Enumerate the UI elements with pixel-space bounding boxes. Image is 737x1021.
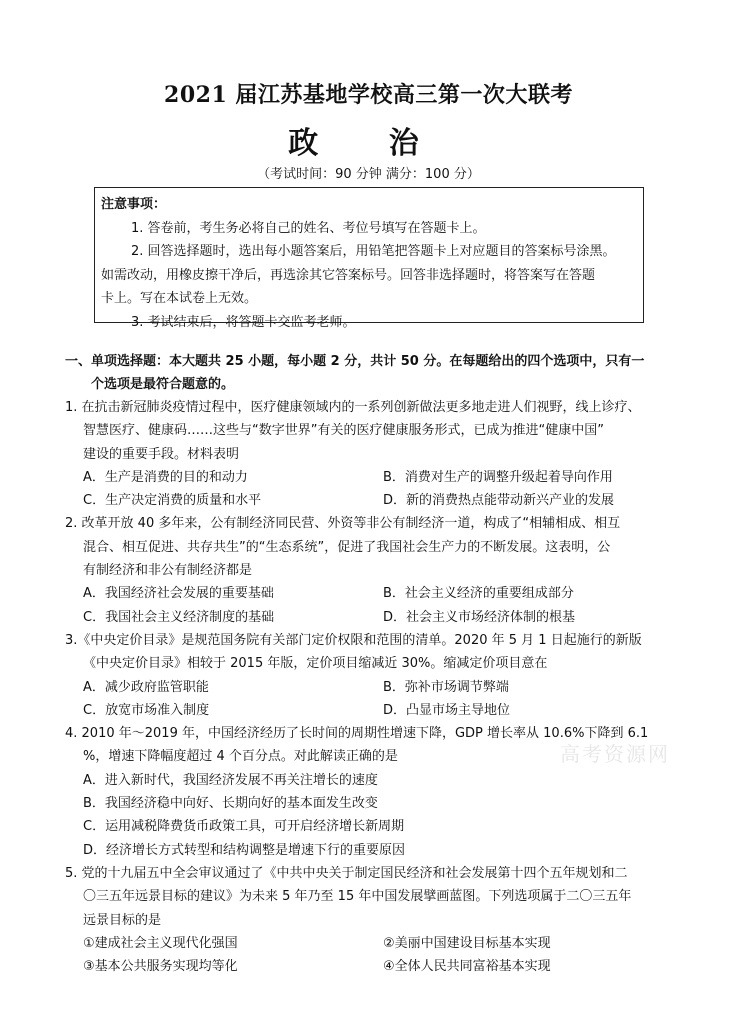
option-grid — [65, 932, 690, 979]
notice-line: 如需改动，用橡皮擦干净后，再选涂其它答案标号。回答非选择题时，将答案写在答题 — [101, 267, 596, 283]
question-stem-line: 3.《中央定价目录》是规范国务院有关部门定价权限和范围的清单。2020 年 5 月 1 日起施行的新版 — [65, 632, 642, 648]
notice-line: 3. 考试结束后，将答题卡交监考老师。 — [131, 314, 356, 330]
question-stem-line: 混合、相互促进、共存共生”的“生态系统”，促进了我国社会生产力的不断发展。这表明，公 — [83, 539, 611, 555]
option-b: B．我国经济稳中向好、长期向好的基本面发生改变 — [83, 796, 378, 812]
option-c: C．运用减税降费货币政策工具，可开启经济增长新周期 — [83, 819, 405, 835]
question-stem-line: 5. 党的十九届五中全会审议通过了《中共中央关于制定国民经济和社会发展第十四个五年规划和二 — [65, 865, 628, 881]
section-heading — [65, 350, 685, 396]
option-a: A．生产是消费的目的和动力 — [83, 469, 248, 485]
notice-line: 1. 答卷前，考生务必将自己的姓名、考位号填写在答题卡上。 — [131, 220, 486, 236]
watermark: 高考资源网 — [560, 742, 670, 766]
option-c: C．放宽市场准入制度 — [83, 702, 210, 718]
question-stem-line: 〇三五年远景目标的建议》为未来 5 年乃至 15 年中国发展擘画蓝图。下列选项属于二〇三五年 — [83, 889, 632, 905]
option-2: ②美丽中国建设目标基本实现 — [383, 935, 551, 951]
subject-title: 政 治 — [288, 126, 449, 161]
option-a: A．我国经济社会发展的重要基础 — [83, 586, 274, 602]
question-stem-line: 2. 改革开放 40 多年来，公有制经济同民营、外资等非公有制经济一道，构成了“相辅相成、相互 — [65, 516, 621, 532]
notice-line: 2. 回答选择题时，选出每小题答案后，用铅笔把答题卡上对应题目的答案标号涂黑。 — [131, 244, 616, 259]
question-stem-line: 远景目标的是 — [83, 912, 162, 928]
question-3 — [65, 629, 690, 722]
option-grid — [65, 582, 690, 629]
question-stem-line: 4. 2010 年～2019 年，中国经济经历了长时间的周期性增速下降，GDP 增长率从 10.6%下降到 6.1 — [65, 726, 649, 742]
notice-title: 注意事项： — [101, 197, 167, 212]
option-c: C．我国社会主义经济制度的基础 — [83, 609, 275, 625]
question-stem-line: 智慧医疗、健康码……这些与“数字世界”有关的医疗健康服务形式，已成为推进“健康中国” — [83, 423, 604, 439]
question-stem-line: 《中央定价目录》相较于 2015 年版，定价项目缩减近 30%。缩减定价项目意在 — [83, 656, 548, 672]
question-stem-line: 建设的重要手段。材料表明 — [83, 446, 240, 462]
option-c: C．生产决定消费的质量和水平 — [83, 493, 262, 509]
option-b: B．社会主义经济的重要组成部分 — [383, 586, 574, 602]
option-d: D．凸显市场主导地位 — [383, 702, 511, 718]
question-stem-line: %，增速下降幅度超过 4 个百分点。对此解读正确的是 — [83, 749, 398, 765]
section-line: 个选项是最符合题意的。 — [91, 377, 235, 392]
option-d: D．新的消费热点能带动新兴产业的发展 — [383, 493, 615, 509]
question-list — [65, 396, 690, 978]
option-a: A．进入新时代，我国经济发展不再关注增长的速度 — [83, 772, 378, 788]
option-4: ④全体人民共同富裕基本实现 — [383, 959, 551, 975]
question-stem-line: 1. 在抗击新冠肺炎疫情过程中，医疗健康领域内的一系列创新做法更多地走进人们视野，线上诊疗、 — [65, 400, 641, 415]
notice-box — [94, 187, 644, 330]
option-1: ①建成社会主义现代化强国 — [83, 935, 238, 951]
section-line: 一、单项选择题：本大题共 25 小题，每小题 2 分，共计 50 分。在每题给出的四个选项中，只有一 — [65, 354, 645, 369]
question-5 — [65, 862, 690, 978]
option-3: ③基本公共服务实现均等化 — [83, 959, 238, 975]
exam-info: （考试时间：90 分钟 满分：100 分） — [257, 167, 480, 182]
question-1 — [65, 396, 690, 512]
option-d: D．社会主义市场经济体制的根基 — [383, 609, 576, 625]
option-b: B．消费对生产的调整升级起着导向作用 — [383, 469, 613, 485]
option-grid — [65, 466, 690, 513]
option-a: A．减少政府监管职能 — [83, 679, 209, 695]
exam-title: 2021 届江苏基地学校高三第一次大联考 — [164, 82, 573, 108]
question-2 — [65, 512, 690, 628]
option-grid — [65, 676, 690, 723]
question-stem-line: 有制经济和非公有制经济都是 — [83, 563, 253, 579]
option-b: B．弥补市场调节弊端 — [383, 679, 509, 695]
option-d: D．经济增长方式转型和结构调整是增速下行的重要原因 — [83, 842, 406, 858]
notice-line: 卡上。写在本试卷上无效。 — [101, 291, 258, 306]
